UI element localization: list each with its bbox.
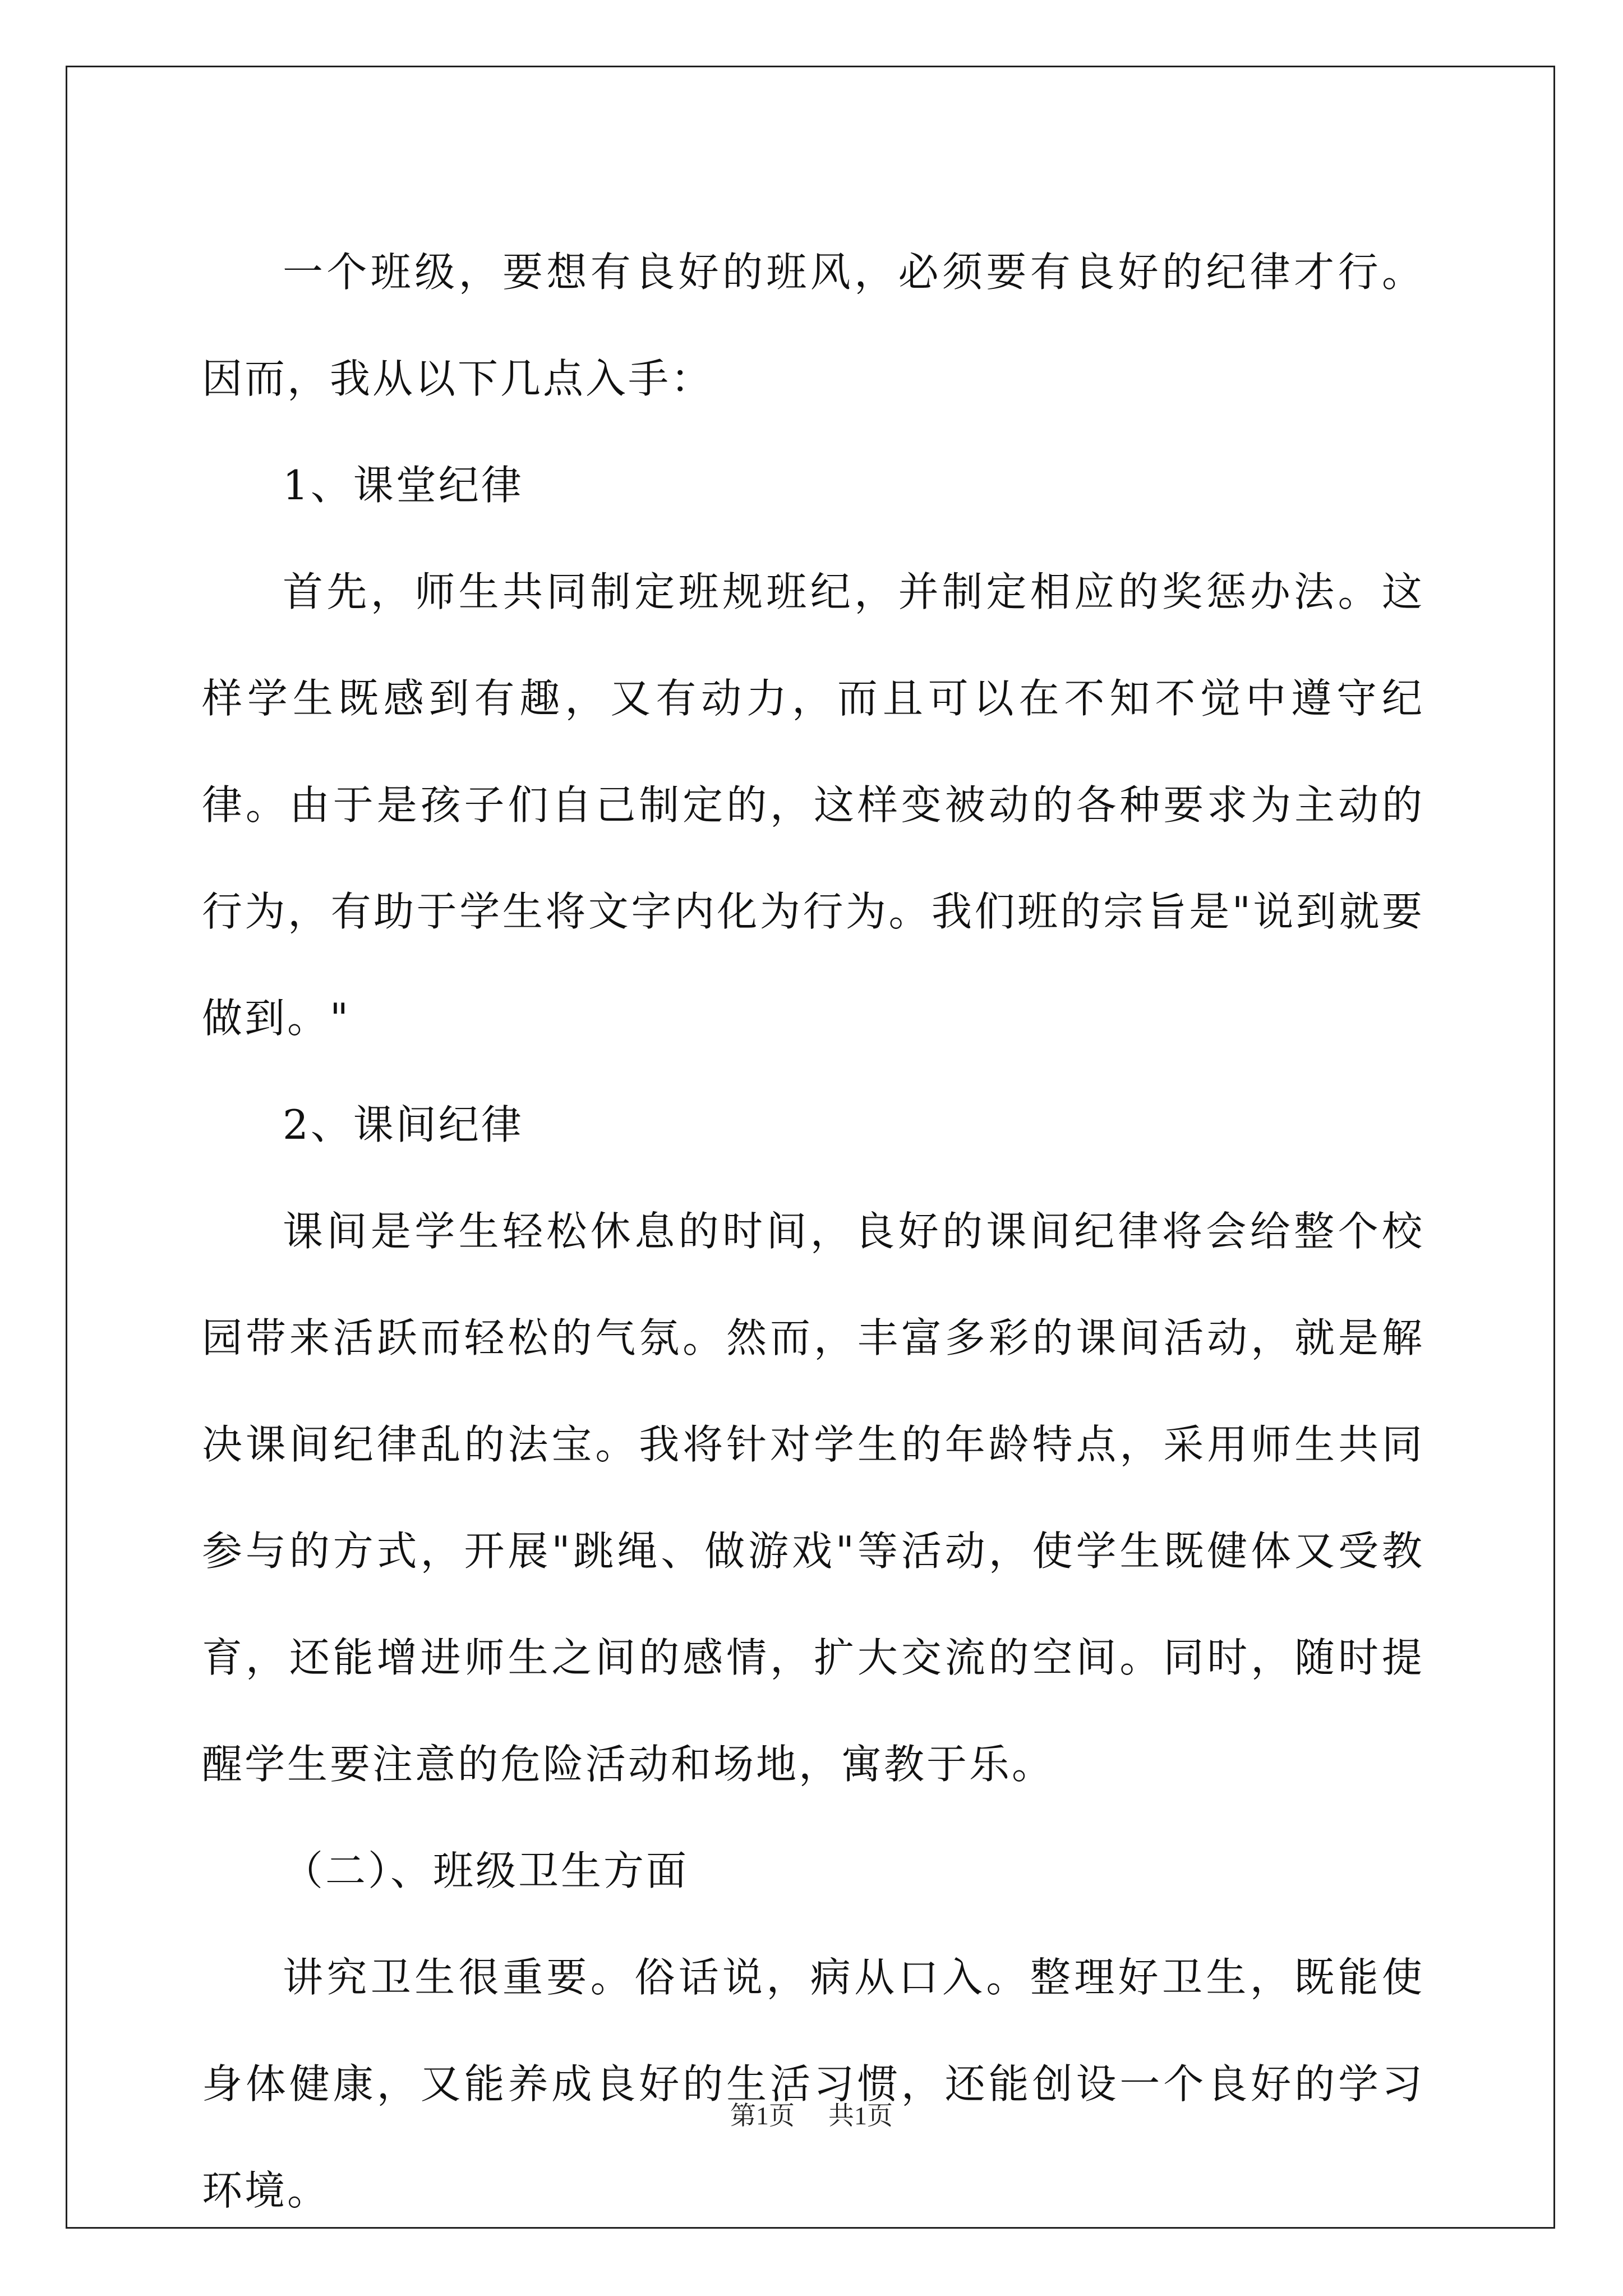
paragraph-classroom-discipline: 首先，师生共同制定班规班纪，并制定相应的奖惩办法。这样学生既感到有趣，又有动力，而且可以在不知不觉中遵守纪律。由于是孩子们自己制定的，这样变被动的各种要求为主动的行为，有助于学生将文字内化为行为。我们班的宗旨是"说到就要做到。" — [202, 568, 1424, 1042]
paragraph-class-hygiene: 讲究卫生很重要。俗话说，病从口入。整理好卫生，既能使身体健康，又能养成良好的生活习惯，还能创设一个良好的学习环境。 — [202, 1954, 1424, 2214]
page-footer — [0, 2095, 1623, 2132]
page-number-current: 第1页 — [730, 2101, 795, 2130]
heading-break-discipline: 2、课间纪律 — [283, 1101, 524, 1148]
paragraph-break-discipline: 课间是学生轻松休息的时间，良好的课间纪律将会给整个校园带来活跃而轻松的气氛。然而，丰富多彩的课间活动，就是解决课间纪律乱的法宝。我将针对学生的年龄特点，采用师生共同参与的方式，开展"跳绳、做游戏"等活动，使学生既健体又受教育，还能增进师生之间的感情，扩大交流的空间。同时，随时提醒学生要注意的危险活动和场地，寓教于乐。 — [202, 1208, 1424, 1788]
paragraph-intro: 一个班级，要想有良好的班风，必须要有良好的纪律才行。因而，我从以下几点入手： — [202, 249, 1424, 402]
heading-class-hygiene: （二）、班级卫生方面 — [283, 1847, 689, 1894]
heading-classroom-discipline: 1、课堂纪律 — [283, 462, 524, 509]
document-body — [202, 219, 1424, 2244]
page-number-total: 共1页 — [828, 2101, 893, 2130]
